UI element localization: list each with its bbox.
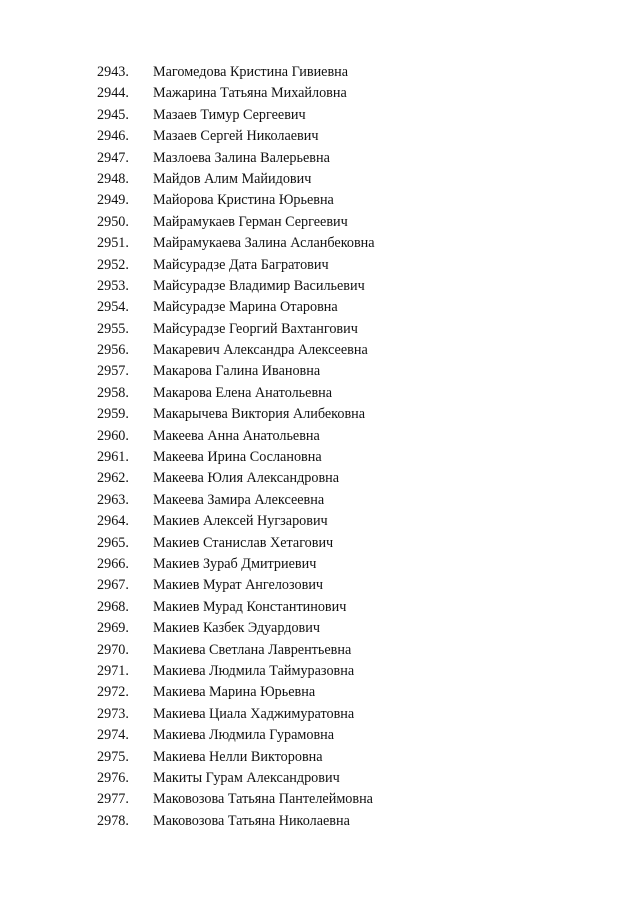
entry-number: 2957.: [97, 363, 129, 380]
entry-number: 2958.: [97, 384, 129, 401]
entry-full-name: Макиев Мурад Константинович: [153, 598, 347, 615]
entry-number: 2953.: [97, 277, 129, 294]
entry-full-name: Майрамукаев Герман Сергеевич: [153, 213, 348, 230]
entry-number: 2964.: [97, 513, 129, 530]
entry-number: 2974.: [97, 727, 129, 744]
entry-number: 2972.: [97, 684, 129, 701]
list-item: [97, 233, 375, 254]
entry-full-name: Макеева Замира Алексеевна: [153, 491, 325, 508]
entry-number: 2977.: [97, 791, 129, 808]
entry-full-name: Макарова Елена Анатольевна: [153, 384, 333, 401]
list-item: [97, 190, 375, 211]
list-item: [97, 768, 375, 789]
list-item: [97, 105, 375, 126]
entry-full-name: Мазаев Сергей Николаевич: [153, 128, 319, 145]
list-item: [97, 511, 375, 532]
entry-number: 2978.: [97, 812, 129, 829]
entry-number: 2976.: [97, 769, 129, 786]
entry-number: 2970.: [97, 641, 129, 658]
entry-number: 2949.: [97, 192, 129, 209]
list-item: [97, 404, 375, 425]
entry-full-name: Майсурадзе Марина Отаровна: [153, 299, 338, 316]
entry-full-name: Майсурадзе Дата Багратович: [153, 256, 329, 273]
entry-full-name: Мазаев Тимур Сергеевич: [153, 106, 306, 123]
numbered-name-list: [97, 62, 375, 832]
entry-number: 2975.: [97, 748, 129, 765]
list-item: [97, 468, 375, 489]
entry-full-name: Майорова Кристина Юрьевна: [153, 192, 334, 209]
list-item: [97, 426, 375, 447]
list-item: [97, 447, 375, 468]
list-item: [97, 62, 375, 83]
entry-full-name: Макиева Людмила Таймуразовна: [153, 662, 355, 679]
entry-number: 2961.: [97, 449, 129, 466]
entry-full-name: Маковозова Татьяна Пантелеймовна: [153, 791, 373, 808]
entry-number: 2944.: [97, 85, 129, 102]
entry-full-name: Макиев Мурат Ангелозович: [153, 577, 324, 594]
entry-full-name: Макеева Юлия Александровна: [153, 470, 340, 487]
list-item: [97, 575, 375, 596]
entry-number: 2969.: [97, 620, 129, 637]
entry-full-name: Макеева Анна Анатольевна: [153, 427, 320, 444]
entry-number: 2948.: [97, 170, 129, 187]
entry-full-name: Макиева Людмила Гурамовна: [153, 727, 335, 744]
list-item: [97, 490, 375, 511]
list-item: [97, 811, 375, 832]
entry-full-name: Магомедова Кристина Гивиевна: [153, 64, 349, 80]
list-item: [97, 554, 375, 575]
entry-number: 2960.: [97, 427, 129, 444]
list-item: [97, 640, 375, 661]
list-item: [97, 661, 375, 682]
entry-number: 2965.: [97, 534, 129, 551]
list-item: [97, 383, 375, 404]
entry-full-name: Макаревич Александра Алексеевна: [153, 342, 368, 359]
entry-number: 2966.: [97, 555, 129, 572]
list-item: [97, 319, 375, 340]
entry-number: 2954.: [97, 299, 129, 316]
entry-full-name: Макиев Зураб Дмитриевич: [153, 555, 317, 572]
entry-full-name: Макарова Галина Ивановна: [153, 363, 321, 380]
list-item: [97, 747, 375, 768]
entry-full-name: Майдов Алим Майидович: [153, 170, 312, 187]
entry-number: 2971.: [97, 662, 129, 679]
entry-full-name: Макиты Гурам Александрович: [153, 769, 340, 786]
list-item: [97, 340, 375, 361]
list-item: [97, 126, 375, 147]
entry-full-name: Макиев Станислав Хетагович: [153, 534, 334, 551]
entry-full-name: Макеева Ирина Сослановна: [153, 449, 322, 466]
entry-number: 2955.: [97, 320, 129, 337]
entry-number: 2956.: [97, 342, 129, 359]
entry-number: 2951.: [97, 235, 129, 252]
list-item: [97, 704, 375, 725]
entry-number: 2962.: [97, 470, 129, 487]
entry-full-name: Макарычева Виктория Алибековна: [153, 406, 366, 423]
list-item: [97, 297, 375, 318]
entry-number: 2968.: [97, 598, 129, 615]
entry-full-name: Макиева Марина Юрьевна: [153, 684, 316, 701]
list-item: [97, 682, 375, 703]
entry-number: 2959.: [97, 406, 129, 423]
entry-number: 2952.: [97, 256, 129, 273]
entry-number: 2973.: [97, 705, 129, 722]
entry-number: 2945.: [97, 106, 129, 123]
entry-number: 2963.: [97, 491, 129, 508]
entry-full-name: Макиев Казбек Эдуардович: [153, 620, 320, 637]
entry-full-name: Мажарина Татьяна Михайловна: [153, 85, 347, 102]
entry-number: 2946.: [97, 128, 129, 145]
entry-full-name: Маковозова Татьяна Николаевна: [153, 812, 350, 829]
entry-full-name: Мазлоева Залина Валерьевна: [153, 149, 330, 166]
list-item: [97, 725, 375, 746]
entry-number: 2950.: [97, 213, 129, 230]
list-item: [97, 148, 375, 169]
list-item: [97, 533, 375, 554]
entry-full-name: Макиев Алексей Нугзарович: [153, 513, 328, 530]
entry-number: 2967.: [97, 577, 129, 594]
entry-number: 2943.: [97, 64, 129, 80]
list-item: [97, 255, 375, 276]
list-item: [97, 597, 375, 618]
entry-full-name: Макиева Нелли Викторовна: [153, 748, 323, 765]
entry-full-name: Майсурадзе Георгий Вахтангович: [153, 320, 358, 337]
list-item: [97, 169, 375, 190]
entry-full-name: Макиева Циала Хаджимуратовна: [153, 705, 355, 722]
entry-full-name: Майсурадзе Владимир Васильевич: [153, 277, 365, 294]
list-item: [97, 618, 375, 639]
entry-full-name: Майрамукаева Залина Асланбековна: [153, 235, 375, 252]
entry-number: 2947.: [97, 149, 129, 166]
list-item: [97, 361, 375, 382]
list-item: [97, 789, 375, 810]
entry-full-name: Макиева Светлана Лаврентьевна: [153, 641, 352, 658]
list-item: [97, 276, 375, 297]
list-item: [97, 83, 375, 104]
list-item: [97, 212, 375, 233]
